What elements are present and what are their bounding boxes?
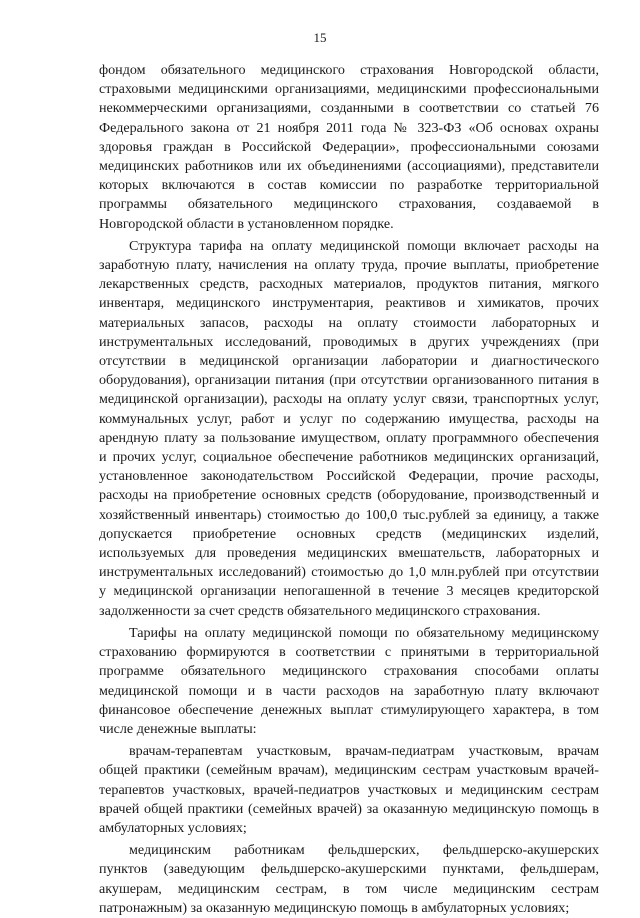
text-line: акушерам, медицинским сестрам, в том числе медицинским сестрам	[99, 880, 599, 897]
text-line: патронажным) за оказанную медицинскую помощь в амбулаторных условиях;	[99, 899, 570, 916]
text-line: используемых для проведения медицинских вмешательств, лабораторных и	[99, 545, 599, 562]
text-line: лекарственных средств, расходных материалов, продуктов питания, мягкого	[99, 276, 599, 293]
text-line: заработную плату, начисления на оплату труда, прочие выплаты, приобретение	[99, 257, 599, 274]
text-line: которых включаются в состав комиссии по разработке территориальной	[99, 177, 599, 194]
text-line: некоммерческими организациями, созданными в соответствии со статьей 76	[99, 100, 599, 117]
text-line: Федерального закона от 21 ноября 2011 года № 323-ФЗ «Об основах охраны	[99, 119, 599, 136]
text-line: Тарифы на оплату медицинской помощи по обязательному медицинскому	[129, 624, 599, 641]
text-line: установленное законодательством Российской Федерации, прочие расходы,	[99, 468, 599, 485]
text-line: и прочих услуг, социальное обеспечение работников медицинских организаций,	[99, 449, 599, 466]
paragraph-1	[99, 61, 599, 234]
text-line: инструментальных исследований) стоимостью до 1,0 млн.рублей при отсутствии	[99, 564, 599, 581]
text-line: медицинской помощи и в части расходов на заработную плату включают	[99, 682, 599, 699]
paragraph-3	[99, 624, 599, 739]
text-line: финансовое обеспечение денежных выплат стимулирующего характера, в том	[99, 701, 599, 718]
paragraph-5	[99, 841, 599, 918]
text-line: страхованию формируются в соответствии с принятыми в территориальной	[99, 644, 599, 661]
text-line: допускается приобретение основных средств (медицинских изделий,	[99, 525, 599, 542]
document-body	[99, 61, 599, 918]
text-line: расходы на приобретение основных средств (оборудование, производственный и	[99, 487, 599, 504]
text-line: амбулаторных условиях;	[99, 819, 247, 836]
text-line: страховыми медицинскими организациями, медицинскими профессиональными	[99, 81, 599, 98]
text-line: коммунальных услуг, работ и услуг по содержанию имущества, расходы на	[99, 410, 599, 427]
text-line: оборудования), организации питания (при отсутствии организованного питания в	[99, 372, 599, 389]
text-line: материальных запасов, расходы на оплату стоимости лабораторных и	[99, 314, 599, 331]
text-line: арендную плату за пользование имуществом, оплату программного обеспечения	[99, 429, 599, 446]
text-line: инвентаря, медицинского инструментария, реактивов и химикатов, прочих	[99, 295, 599, 312]
paragraph-4	[99, 742, 599, 838]
text-line: задолженности за счет средств обязательного медицинского страхования.	[99, 602, 541, 619]
paragraph-2	[99, 237, 599, 621]
text-line: общей практики (семейным врачам), медицинским сестрам участковым врачей-	[99, 762, 599, 779]
text-line: хозяйственный инвентарь) стоимостью до 100,0 тыс.рублей за единицу, а также	[99, 506, 599, 523]
text-line: медицинских работников или их объединениями (ассоциациями), представители	[99, 158, 599, 175]
text-line: фондом обязательного медицинского страхования Новгородской области,	[99, 62, 599, 78]
text-line: врачей общей практики (семейных врачей) за оказанную медицинскую помощь в	[99, 800, 599, 817]
text-line: инструментальных исследований, проводимых в других учреждениях (при	[99, 333, 599, 350]
text-line: у медицинской организации непогашенной в течение 3 месяцев кредиторской	[99, 583, 599, 600]
text-line: терапевтов участковых, врачей-педиатров участковых и медицинским сестрам	[99, 781, 599, 798]
text-line: Новгородской области в установленном порядке.	[99, 215, 394, 232]
text-line: Структура тарифа на оплату медицинской помощи включает расходы на	[129, 237, 599, 254]
text-line: медицинской организации), расходы на оплату услуг связи, транспортных услуг,	[99, 391, 599, 408]
text-line: пунктов (заведующим фельдшерско-акушерскими пунктами, фельдшерам,	[99, 861, 599, 878]
text-line: здоровья граждан в Российской Федерации», профессиональными союзами	[99, 138, 599, 155]
text-line: программы обязательного медицинского страхования, создаваемой в	[99, 196, 599, 213]
text-line: медицинским работникам фельдшерских, фельдшерско-акушерских	[129, 842, 599, 859]
text-line: отсутствии в медицинской организации лаборатории и диагностического	[99, 353, 599, 370]
text-line: числе денежные выплаты:	[99, 720, 257, 737]
page-number: 15	[313, 30, 327, 45]
text-line: врачам-терапевтам участковым, врачам-педиатрам участковым, врачам	[129, 743, 599, 760]
text-line: программе обязательного медицинского страхования способами оплаты	[99, 663, 599, 680]
